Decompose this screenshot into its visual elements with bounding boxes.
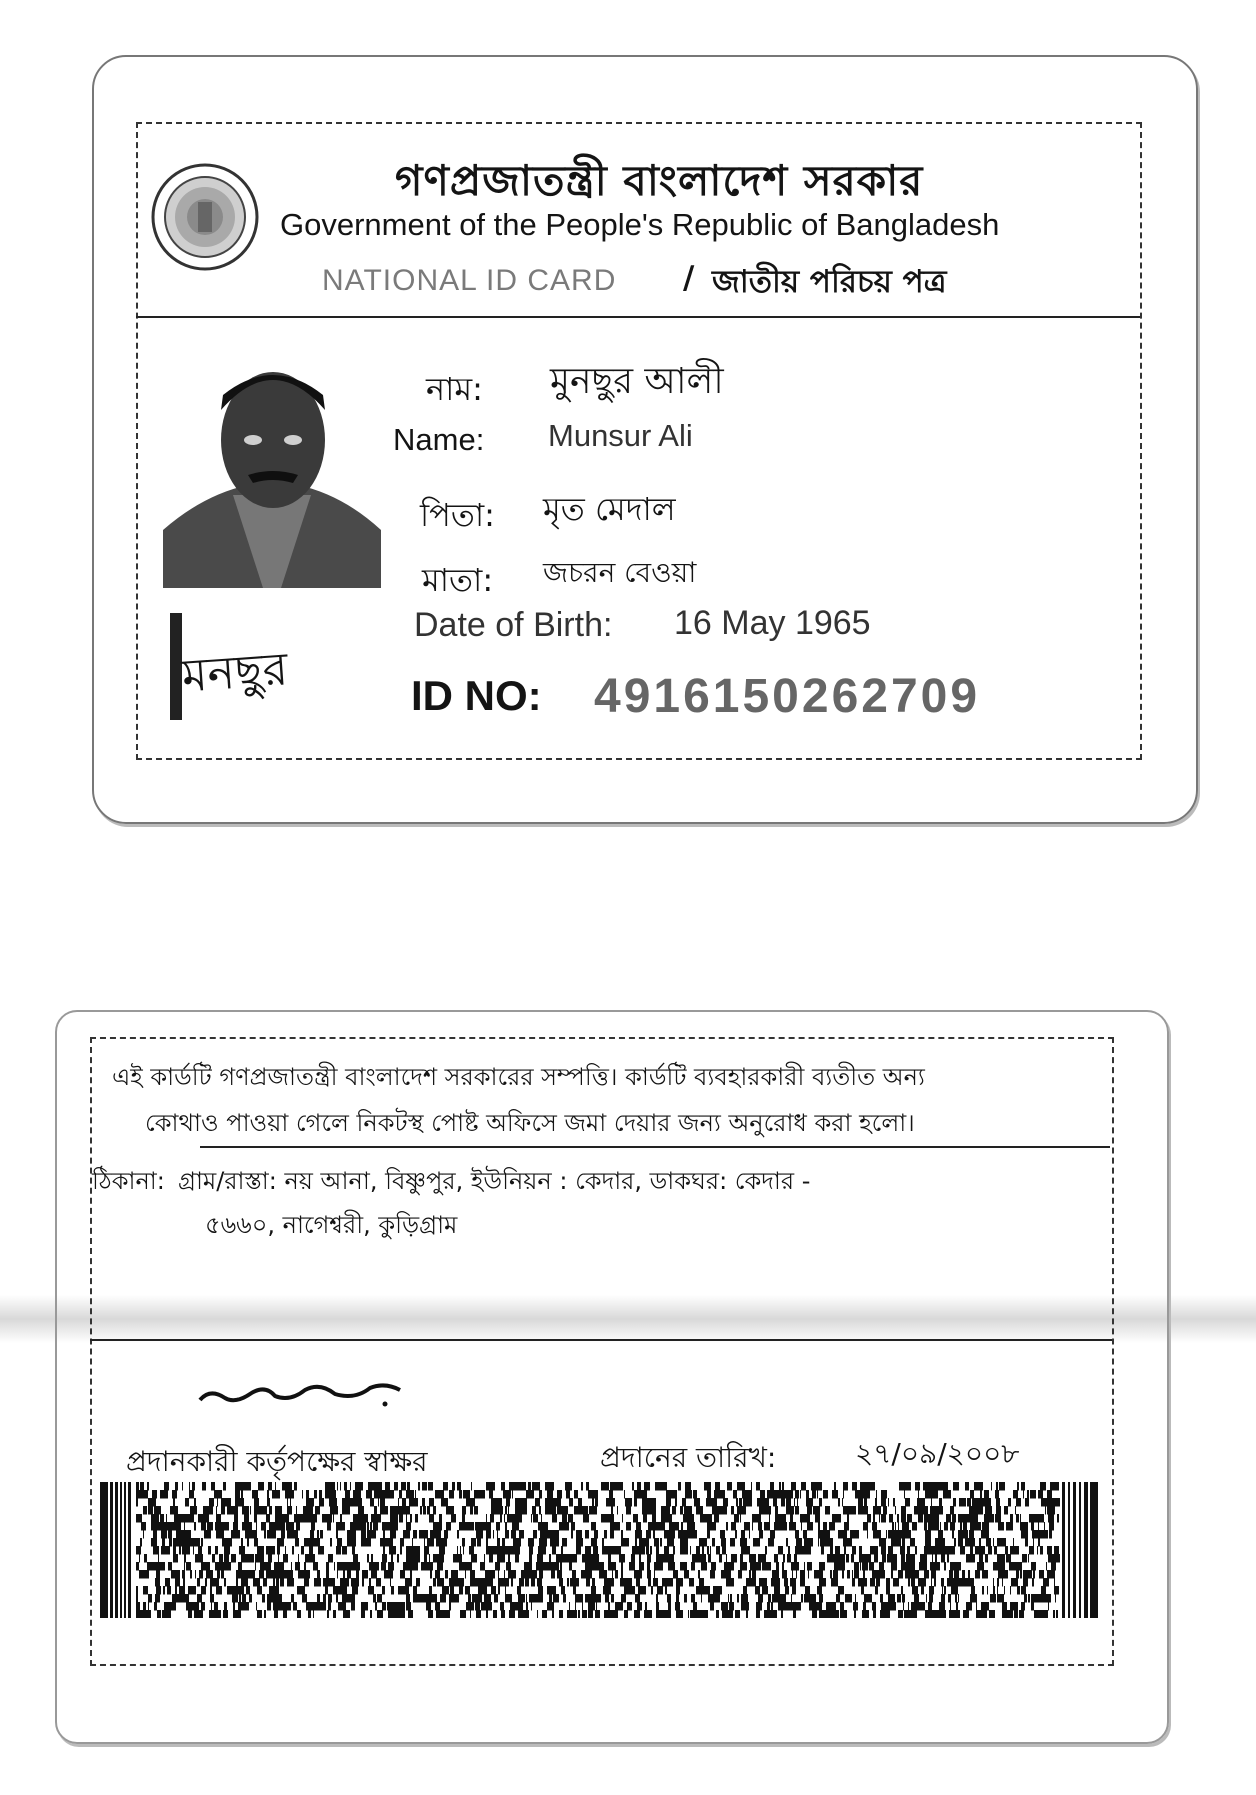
authority-signature [195, 1370, 415, 1415]
front-header-divider [136, 316, 1140, 318]
title-bangla: গণপ্রজাতন্ত্রী বাংলাদেশ সরকার [395, 156, 924, 205]
name-en-label: Name: [393, 422, 485, 457]
name-bn-label: নাম: [426, 370, 483, 408]
id-number-value: 4916150262709 [594, 670, 981, 723]
father-value: মৃত মেদাল [543, 490, 676, 528]
government-seal-icon [150, 162, 260, 272]
notice-divider [200, 1146, 1110, 1148]
issue-date-label: প্রদানের তারিখ: [600, 1441, 777, 1474]
notice-line-2: কোথাও পাওয়া গেলে নিকটস্থ পোষ্ট অফিসে জমা দেয়ার জন্য অনুরোধ করা হলো। [145, 1109, 915, 1137]
address-line-2: ৫৬৬০, নাগেশ্বরী, কুড়িগ্রাম [205, 1211, 458, 1239]
mother-label: মাতা: [422, 561, 494, 599]
issue-date-value: ২৭/০৯/২০০৮ [855, 1437, 1020, 1470]
name-bn-value: মুনছুর আলী [550, 361, 724, 402]
signature-bar [170, 613, 182, 720]
address-label: ঠিকানা: [92, 1167, 165, 1195]
mother-value: জচরন বেওয়া [543, 556, 697, 589]
dob-label: Date of Birth: [414, 606, 613, 644]
address-line-1: গ্রাম/রাস্তা: নয় আনা, বিষ্ণুপুর, ইউনিয়ন : কেদার, ডাকঘর: কেদার - [178, 1167, 811, 1195]
father-label: পিতা: [420, 496, 495, 534]
address-divider [90, 1339, 1112, 1341]
card-type-bangla: জাতীয় পরিচয় পত্র [712, 264, 947, 300]
holder-signature: মনছুর [179, 641, 290, 703]
id-number-label: ID NO: [411, 672, 542, 719]
name-en-value: Munsur Ali [548, 418, 693, 453]
pdf417-barcode [100, 1482, 1098, 1618]
dob-value: 16 May 1965 [674, 604, 871, 642]
holder-photo [163, 355, 381, 588]
title-english: Government of the People's Republic of Bangladesh [280, 207, 1000, 242]
card-type-english: NATIONAL ID CARD [322, 264, 617, 297]
card-type-separator: / [683, 260, 695, 296]
notice-line-1: এই কার্ডটি গণপ্রজাতন্ত্রী বাংলাদেশ সরকারের সম্পত্তি। কার্ডটি ব্যবহারকারী ব্যতীত অন্য [112, 1063, 925, 1091]
authority-signature-label: প্রদানকারী কর্তৃপক্ষের স্বাক্ষর [126, 1445, 428, 1478]
